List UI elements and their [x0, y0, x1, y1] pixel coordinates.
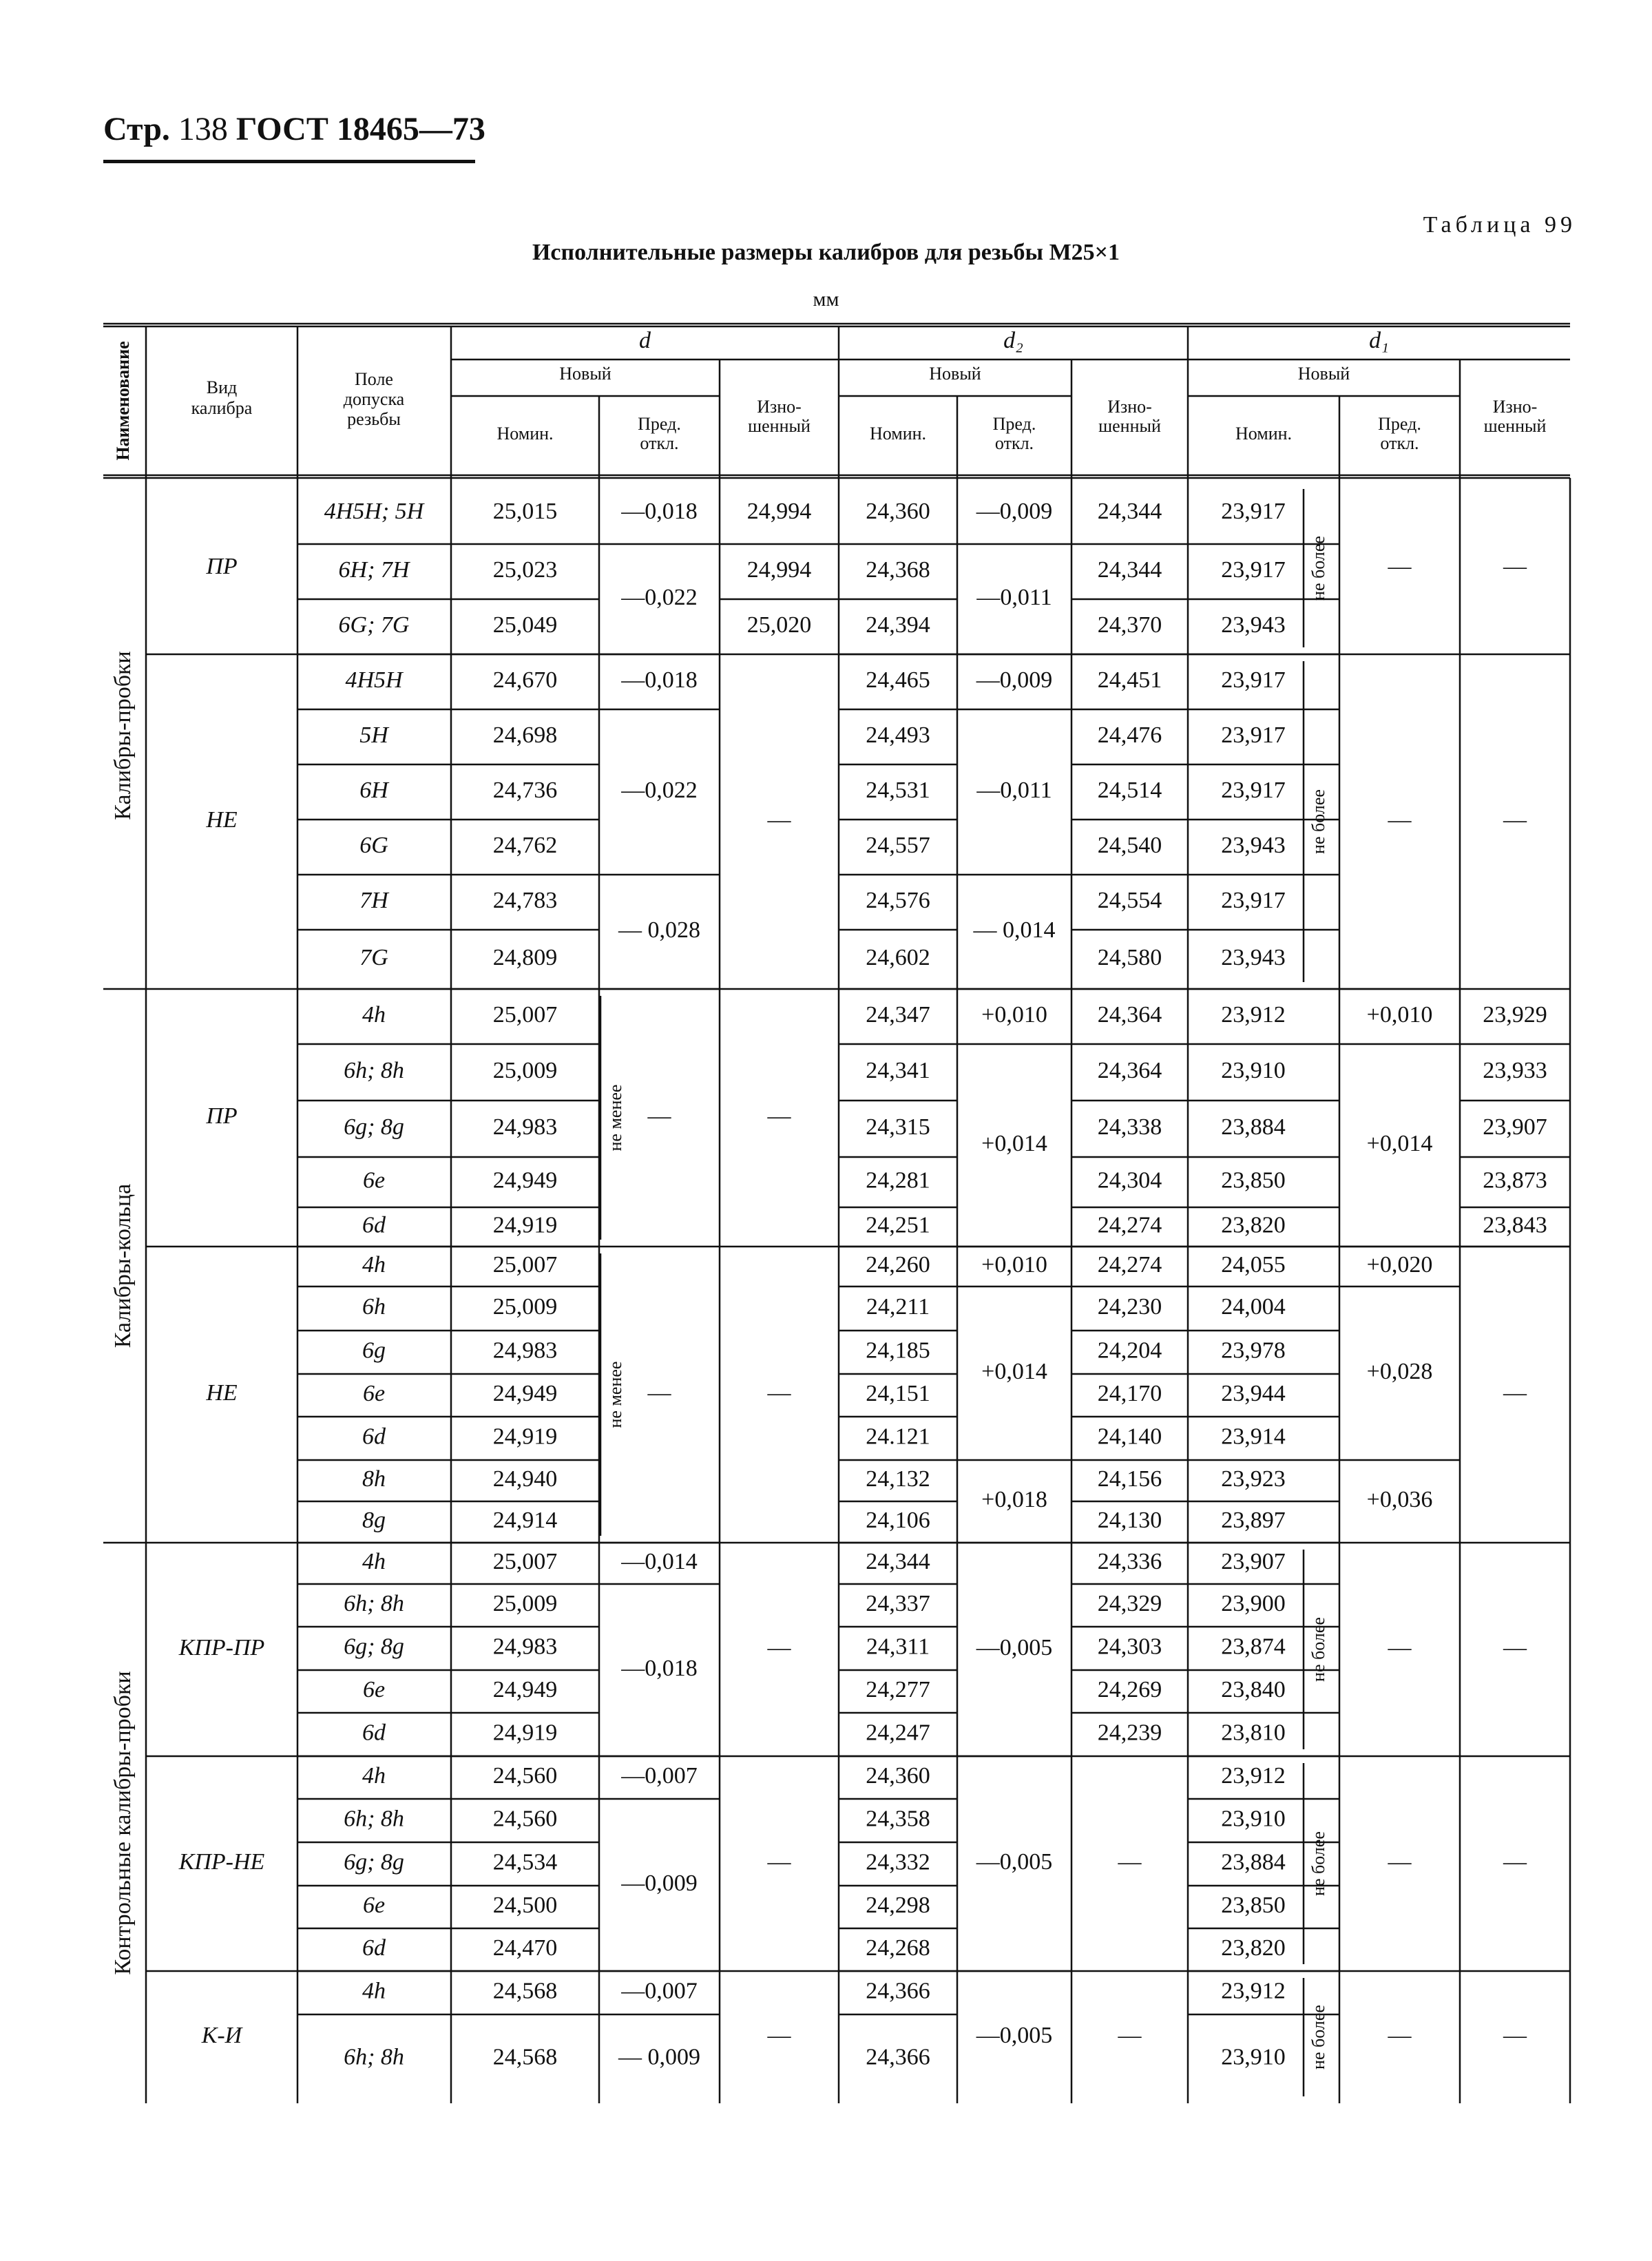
- d1-nominal: 23,910: [1221, 1806, 1286, 1832]
- tolerance-field: 8g: [362, 1507, 386, 1533]
- column-header-worn: шенный: [1098, 415, 1161, 436]
- tolerance-field: 6h; 8h: [344, 1806, 404, 1832]
- gauge-kind: НЕ: [206, 1379, 238, 1406]
- d2-worn: 24,204: [1097, 1337, 1162, 1364]
- d-nominal: 24,940: [492, 1466, 558, 1492]
- not-more-note: не более: [1308, 789, 1328, 854]
- tolerance-field: 8h: [362, 1466, 386, 1492]
- tolerance-field: 6g: [362, 1337, 386, 1364]
- d2-worn: 24,540: [1097, 832, 1162, 858]
- group-label: Калибры-кольца: [109, 1183, 136, 1348]
- d2-worn: 24,476: [1097, 722, 1162, 748]
- d2-worn: 24,514: [1097, 777, 1162, 803]
- not-more-note: не более: [1308, 2005, 1328, 2070]
- dash-mark: —: [1503, 1848, 1527, 1875]
- column-header-kind: Вид: [206, 377, 238, 397]
- tolerance-field: 6e: [362, 1380, 386, 1406]
- dash-mark: —: [1388, 2022, 1412, 2048]
- d2-nominal: 24,337: [866, 1590, 930, 1616]
- d1-nominal: 23,917: [1221, 498, 1286, 524]
- column-header-deviation: откл.: [1380, 433, 1419, 453]
- tolerance-field: 6h; 8h: [344, 1057, 404, 1083]
- d2-nominal: 24,332: [866, 1849, 930, 1875]
- d-nominal: 24,949: [492, 1380, 558, 1406]
- column-header-kind: калибра: [191, 397, 253, 418]
- not-less-note: не менее: [605, 1361, 625, 1428]
- tolerance-field: 6d: [362, 1212, 386, 1238]
- d2-worn: 24,230: [1097, 1293, 1162, 1320]
- d-nominal: 24,914: [492, 1507, 558, 1533]
- d2-deviation: +0,018: [981, 1486, 1047, 1512]
- column-header-new: Новый: [1297, 363, 1350, 384]
- tolerance-field: 6g; 8g: [344, 1849, 404, 1875]
- d1-nominal: 23,850: [1221, 1167, 1286, 1194]
- d-worn: 25,020: [746, 612, 812, 638]
- d-nominal: 25,009: [492, 1590, 558, 1616]
- d1-nominal: 23,850: [1221, 1892, 1286, 1918]
- column-header-worn: Изно-: [1492, 396, 1538, 417]
- d2-nominal: 24,465: [866, 667, 930, 693]
- tolerance-field: 4H5H: [345, 667, 403, 693]
- dash-mark: —: [647, 1103, 671, 1129]
- tolerance-field: 6h; 8h: [344, 1590, 404, 1616]
- d-deviation: — 0,028: [618, 917, 700, 943]
- d2-deviation: —0,011: [976, 584, 1052, 610]
- tolerance-field: 6g; 8g: [344, 1114, 404, 1140]
- tolerance-field: 6e: [362, 1167, 386, 1194]
- dash-mark: —: [1503, 2022, 1527, 2048]
- d-nominal: 24,919: [492, 1720, 558, 1746]
- d1-nominal: 23,917: [1221, 556, 1286, 583]
- d2-nominal: 24,602: [866, 944, 930, 970]
- d2-nominal: 24,298: [866, 1892, 930, 1918]
- d1-nominal: 23,840: [1221, 1676, 1286, 1702]
- standard-code: ГОСТ 18465—73: [236, 111, 485, 147]
- tolerance-field: 6h; 8h: [344, 2044, 404, 2070]
- d-nominal: 24,949: [492, 1167, 558, 1194]
- column-header-deviation: Пред.: [1378, 413, 1421, 434]
- dash-mark: —: [1118, 1848, 1142, 1875]
- column-header-deviation: Пред.: [992, 413, 1036, 434]
- d2-nominal: 24,260: [866, 1251, 930, 1278]
- column-header-new: Новый: [929, 363, 981, 384]
- d1-nominal: 23,943: [1221, 832, 1286, 858]
- d-nominal: 24,983: [492, 1114, 558, 1140]
- column-header-d1: d₁: [1369, 327, 1389, 353]
- column-header-deviation: откл.: [640, 433, 679, 453]
- d-worn: 24,994: [746, 556, 812, 583]
- d1-nominal: 23,978: [1221, 1337, 1286, 1364]
- column-header-d: d: [639, 327, 651, 353]
- column-header-field: Поле: [355, 368, 393, 389]
- d2-nominal: 24,315: [866, 1114, 930, 1140]
- d2-worn: 24,239: [1097, 1720, 1162, 1746]
- d-nominal: 24,809: [492, 944, 558, 970]
- d1-worn: 23,843: [1483, 1212, 1547, 1238]
- d2-deviation: +0,010: [981, 1001, 1047, 1028]
- d-nominal: 25,009: [492, 1293, 558, 1320]
- d2-nominal: 24,344: [866, 1548, 930, 1574]
- d2-deviation: —0,009: [976, 667, 1053, 693]
- dash-mark: —: [1388, 1848, 1412, 1875]
- d1-deviation: +0,010: [1366, 1001, 1433, 1028]
- d1-nominal: 23,914: [1221, 1424, 1286, 1450]
- gauge-kind: ПР: [206, 553, 238, 579]
- d2-nominal: 24,576: [866, 887, 930, 913]
- d-nominal: 24,560: [492, 1762, 558, 1789]
- d1-nominal: 23,912: [1221, 1978, 1286, 2004]
- units-label: мм: [813, 288, 839, 311]
- d-nominal: 25,007: [492, 1251, 558, 1278]
- d1-nominal: 23,820: [1221, 1935, 1286, 1961]
- d1-worn: 23,907: [1483, 1114, 1547, 1140]
- column-header-nominal: Номин.: [869, 423, 927, 444]
- column-header-worn: шенный: [748, 415, 811, 436]
- d2-nominal: 24,360: [866, 498, 930, 524]
- d1-nominal: 23,820: [1221, 1212, 1286, 1238]
- tolerance-field: 5H: [359, 722, 388, 748]
- d1-nominal: 23,944: [1221, 1380, 1286, 1406]
- d2-nominal: 24,347: [866, 1001, 930, 1028]
- d1-nominal: 23,884: [1221, 1114, 1286, 1140]
- d1-nominal: 23,910: [1221, 1057, 1286, 1083]
- d2-nominal: 24,211: [866, 1293, 930, 1320]
- d1-nominal: 24,055: [1221, 1251, 1286, 1278]
- d2-deviation: +0,014: [981, 1358, 1047, 1384]
- d2-deviation: +0,014: [981, 1130, 1047, 1156]
- d1-nominal: 23,810: [1221, 1720, 1286, 1746]
- d2-worn: 24,336: [1097, 1548, 1162, 1574]
- column-header-deviation: откл.: [994, 433, 1034, 453]
- column-header-deviation: Пред.: [638, 413, 681, 434]
- dash-mark: —: [767, 2022, 791, 2048]
- column-header-field: резьбы: [347, 408, 401, 429]
- d2-nominal: 24,281: [866, 1167, 930, 1194]
- d2-nominal: 24,366: [866, 2044, 930, 2070]
- dash-mark: —: [1388, 1634, 1412, 1660]
- tolerance-field: 6g; 8g: [344, 1634, 404, 1660]
- d-deviation: —0,018: [621, 1655, 698, 1681]
- d1-nominal: 23,912: [1221, 1762, 1286, 1789]
- dash-mark: —: [647, 1379, 671, 1406]
- d-nominal: 24,568: [492, 2044, 558, 2070]
- tolerance-field: 6d: [362, 1935, 386, 1961]
- d2-nominal: 24,557: [866, 832, 930, 858]
- d2-worn: 24,274: [1097, 1251, 1162, 1278]
- d2-worn: 24,370: [1097, 612, 1162, 638]
- d1-worn: 23,933: [1483, 1057, 1547, 1083]
- tolerance-field: 6h: [362, 1293, 386, 1320]
- d2-nominal: 24,341: [866, 1057, 930, 1083]
- d1-worn: 23,929: [1483, 1001, 1547, 1028]
- tolerance-field: 4h: [362, 1251, 386, 1278]
- d1-nominal: 23,917: [1221, 777, 1286, 803]
- d2-deviation: — 0,014: [973, 917, 1056, 943]
- d-nominal: 24,560: [492, 1806, 558, 1832]
- d2-worn: 24,269: [1097, 1676, 1162, 1702]
- tolerance-field: 4h: [362, 1001, 386, 1028]
- not-more-note: не более: [1308, 1617, 1328, 1682]
- d2-nominal: 24,247: [866, 1720, 930, 1746]
- page-prefix: Стр.: [103, 111, 170, 147]
- d2-worn: 24,140: [1097, 1424, 1162, 1450]
- d1-nominal: 23,900: [1221, 1590, 1286, 1616]
- table-title: Исполнительные размеры калибров для резьбы M25×1: [532, 240, 1120, 265]
- gauge-kind: ПР: [206, 1103, 238, 1129]
- tolerance-field: 4H5H; 5H: [324, 498, 424, 524]
- d2-worn: 24,338: [1097, 1114, 1162, 1140]
- column-header-worn: Изно-: [757, 396, 802, 417]
- d2-worn: 24,344: [1097, 498, 1162, 524]
- d-nominal: 24,783: [492, 887, 558, 913]
- tolerance-field: 6H: [359, 777, 388, 803]
- gauge-kind: КПР-ПР: [178, 1634, 265, 1660]
- dash-mark: —: [1388, 553, 1412, 579]
- dash-mark: —: [1388, 806, 1412, 833]
- tolerance-field: 6G: [359, 832, 388, 858]
- not-more-note: не более: [1308, 1831, 1328, 1896]
- d2-nominal: 24,132: [866, 1466, 930, 1492]
- page-number: 138: [178, 111, 228, 147]
- gauge-kind: К-И: [201, 2022, 242, 2048]
- table-number: Таблица 99: [1423, 212, 1576, 238]
- d2-worn: 24,156: [1097, 1466, 1162, 1492]
- tolerance-field: 7G: [359, 944, 388, 970]
- d2-nominal: 24,493: [866, 722, 930, 748]
- d-nominal: 24,736: [492, 777, 558, 803]
- d2-deviation: —0,011: [976, 777, 1052, 803]
- dash-mark: —: [767, 806, 791, 833]
- column-header-nominal: Номин.: [1235, 423, 1293, 444]
- d-nominal: 24,670: [492, 667, 558, 693]
- tolerance-field: 6H; 7H: [338, 556, 410, 583]
- dash-mark: —: [1118, 2022, 1142, 2048]
- d-deviation: —0,007: [621, 1978, 698, 2004]
- d-nominal: 24,500: [492, 1892, 558, 1918]
- d1-nominal: 23,897: [1221, 1507, 1286, 1533]
- d2-nominal: 24,106: [866, 1507, 930, 1533]
- d-nominal: 24,919: [492, 1212, 558, 1238]
- d2-deviation: —0,009: [976, 498, 1053, 524]
- column-header-worn: Изно-: [1107, 396, 1152, 417]
- dash-mark: —: [767, 1379, 791, 1406]
- d-nominal: 25,009: [492, 1057, 558, 1083]
- d-nominal: 25,007: [492, 1001, 558, 1028]
- d2-nominal: 24.121: [866, 1424, 930, 1450]
- d2-worn: 24,304: [1097, 1167, 1162, 1194]
- d2-nominal: 24,185: [866, 1337, 930, 1364]
- d-deviation: —0,009: [621, 1870, 698, 1896]
- d2-worn: 24,451: [1097, 667, 1162, 693]
- d2-worn: 24,130: [1097, 1507, 1162, 1533]
- d2-worn: 24,364: [1097, 1057, 1162, 1083]
- d2-worn: 24,170: [1097, 1380, 1162, 1406]
- column-header-field: допуска: [343, 388, 405, 409]
- tolerance-field: 6e: [362, 1892, 386, 1918]
- d1-nominal: 24,004: [1221, 1293, 1286, 1320]
- column-header-d2: d₂: [1003, 327, 1023, 353]
- d1-nominal: 23,884: [1221, 1849, 1286, 1875]
- d2-worn: 24,344: [1097, 556, 1162, 583]
- d2-deviation: +0,010: [981, 1251, 1047, 1278]
- d1-nominal: 23,917: [1221, 667, 1286, 693]
- d-deviation: —0,014: [621, 1548, 698, 1574]
- d-deviation: —0,018: [621, 667, 698, 693]
- d-deviation: —0,022: [621, 777, 698, 803]
- d2-deviation: —0,005: [976, 1634, 1053, 1660]
- dash-mark: —: [767, 1848, 791, 1875]
- group-label: Калибры-пробки: [109, 651, 136, 820]
- d2-worn: 24,554: [1097, 887, 1162, 913]
- d-nominal: 24,919: [492, 1424, 558, 1450]
- d1-nominal: 23,907: [1221, 1548, 1286, 1574]
- d-deviation: —0,022: [621, 584, 698, 610]
- tolerance-field: 4h: [362, 1978, 386, 2004]
- d-nominal: 24,698: [492, 722, 558, 748]
- tolerance-field: 6d: [362, 1424, 386, 1450]
- group-label: Контрольные калибры-пробки: [109, 1671, 136, 1975]
- d2-worn: 24,274: [1097, 1212, 1162, 1238]
- column-header-new: Новый: [559, 363, 611, 384]
- d-worn: 24,994: [746, 498, 812, 524]
- d-nominal: 24,568: [492, 1978, 558, 2004]
- d-nominal: 24,762: [492, 832, 558, 858]
- d1-nominal: 23,943: [1221, 612, 1286, 638]
- d1-nominal: 23,910: [1221, 2044, 1286, 2070]
- column-header-worn: шенный: [1483, 415, 1547, 436]
- d1-nominal: 23,917: [1221, 722, 1286, 748]
- d2-nominal: 24,368: [866, 556, 930, 583]
- d1-worn: 23,873: [1483, 1167, 1547, 1194]
- d-nominal: 24,983: [492, 1337, 558, 1364]
- d-nominal: 25,049: [492, 612, 558, 638]
- d1-nominal: 23,917: [1221, 887, 1286, 913]
- gauge-kind: КПР-НЕ: [178, 1848, 265, 1875]
- d-nominal: 24,470: [492, 1935, 558, 1961]
- d-nominal: 25,023: [492, 556, 558, 583]
- d2-worn: 24,303: [1097, 1634, 1162, 1660]
- d2-nominal: 24,251: [866, 1212, 930, 1238]
- dash-mark: —: [767, 1634, 791, 1660]
- d2-nominal: 24,311: [866, 1634, 930, 1660]
- d-deviation: — 0,009: [618, 2044, 700, 2070]
- d-nominal: 24,534: [492, 1849, 558, 1875]
- not-less-note: не менее: [605, 1084, 625, 1152]
- not-more-note: не более: [1308, 536, 1328, 601]
- tolerance-field: 7H: [359, 887, 388, 913]
- dash-mark: —: [1503, 1379, 1527, 1406]
- d2-worn: 24,329: [1097, 1590, 1162, 1616]
- d1-nominal: 23,912: [1221, 1001, 1286, 1028]
- dash-mark: —: [1503, 553, 1527, 579]
- d2-nominal: 24,360: [866, 1762, 930, 1789]
- column-header-nominal: Номин.: [496, 423, 554, 444]
- tolerance-field: 6e: [362, 1676, 386, 1702]
- d1-deviation: +0,014: [1366, 1130, 1433, 1156]
- d2-deviation: —0,005: [976, 2022, 1053, 2048]
- tolerance-field: 6G; 7G: [338, 612, 410, 638]
- d1-nominal: 23,874: [1221, 1634, 1286, 1660]
- dash-mark: —: [1503, 1634, 1527, 1660]
- d1-deviation: +0,028: [1366, 1358, 1433, 1384]
- d2-worn: 24,364: [1097, 1001, 1162, 1028]
- tolerance-field: 6d: [362, 1720, 386, 1746]
- d2-worn: 24,580: [1097, 944, 1162, 970]
- d2-deviation: —0,005: [976, 1848, 1053, 1875]
- d-deviation: —0,018: [621, 498, 698, 524]
- dash-mark: —: [1503, 806, 1527, 833]
- d2-nominal: 24,358: [866, 1806, 930, 1832]
- d-nominal: 25,007: [492, 1548, 558, 1574]
- d1-nominal: 23,943: [1221, 944, 1286, 970]
- tolerance-field: 4h: [362, 1548, 386, 1574]
- d2-nominal: 24,366: [866, 1978, 930, 2004]
- tolerance-field: 4h: [362, 1762, 386, 1789]
- d2-nominal: 24,151: [866, 1380, 930, 1406]
- d2-nominal: 24,394: [866, 612, 930, 638]
- d-nominal: 24,983: [492, 1634, 558, 1660]
- d1-nominal: 23,923: [1221, 1466, 1286, 1492]
- gauge-kind: НЕ: [206, 806, 238, 833]
- d-nominal: 25,015: [492, 498, 558, 524]
- d-nominal: 24,949: [492, 1676, 558, 1702]
- d-deviation: —0,007: [621, 1762, 698, 1789]
- d1-deviation: +0,036: [1366, 1486, 1433, 1512]
- column-header-name: Наименование: [112, 341, 133, 461]
- d2-nominal: 24,268: [866, 1935, 930, 1961]
- d1-deviation: +0,020: [1366, 1251, 1433, 1278]
- d2-nominal: 24,277: [866, 1676, 930, 1702]
- d2-nominal: 24,531: [866, 777, 930, 803]
- dash-mark: —: [767, 1103, 791, 1129]
